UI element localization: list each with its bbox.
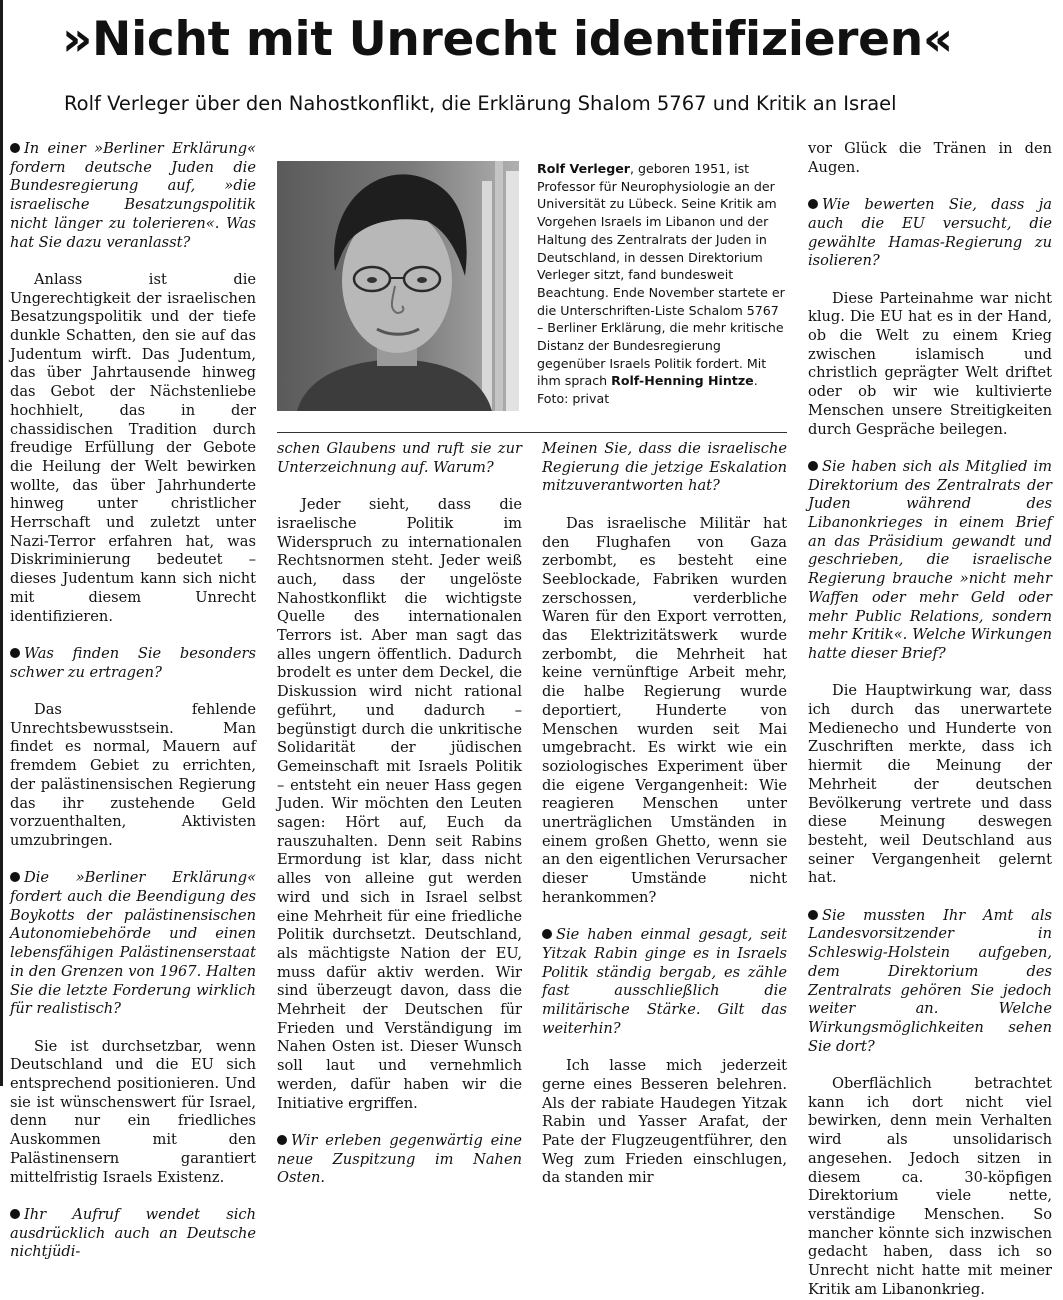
bullet-icon xyxy=(277,1135,287,1145)
caption-text: , geboren 1951, ist Professor für Neurophysiologie an der Universität zu Lübeck. Seine Kritik am Vorgehen Israels im Libanon und der Haltung des Zentralrats der Juden in Deutschland, in dessen Direktorium Verleger sitzt, fand bundesweit Beachtung. Ende November startete er die Unterschriften-Liste Schalom 5767 – Berliner Erklärung, die mehr kritische Distanz der Bundesregierung gegenüber Israels Politik fordert. Mit ihm sprach xyxy=(537,161,785,389)
question-4-continued: schen Glaubens und ruft sie zur Unterzeichnung auf. Warum? xyxy=(277,440,522,476)
question-5: Wir erleben gegenwärtig eine neue Zuspitzung im Nahen Osten. xyxy=(277,1131,522,1187)
question-8: Sie haben sich als Mitglied im Direktorium des Zentralrats der Juden während des Libanonkrieges in einem Brief an das Präsidium gewandt und geschrieben, die israelische Regierung brauche »nicht mehr Waffen oder mehr Geld oder mehr Public Relations, sondern mehr Kritik«. Welche Wirkungen hatte dieser Brief? xyxy=(808,457,1052,662)
question-4: Ihr Aufruf wendet sich ausdrücklich auch an Deutsche nichtjüdi- xyxy=(10,1205,256,1261)
caption-divider xyxy=(277,432,787,433)
column-4 xyxy=(808,140,1052,1298)
portrait-photo xyxy=(277,161,519,411)
answer-6-continued: vor Glück die Tränen in den Augen. xyxy=(808,140,1052,176)
bullet-icon xyxy=(10,1209,20,1219)
answer-5: Das israelische Militär hat den Flughafen von Gaza zerbombt, es besteht eine Seeblockade, Fabriken wurden zerschossen, verderbliche Waren für den Export verrotten, das Elektrizitätswerk wurde zerbombt, die Mehrheit hat keine vernünftige Arbeit mehr, die halbe Regierung wurde deportiert, Hunderte von Menschen wurden seit Mai umgebracht. Es wirkt wie ein soziologisches Experiment über die eigene Vergangenheit: Wie reagieren Menschen unter unerträglichen Umständen in einem großen Ghetto, wenn sie an den eigentlichen Verursacher dieser Umstände nicht herankommen? xyxy=(542,514,787,906)
bullet-icon xyxy=(10,648,20,658)
question-9: Sie mussten Ihr Amt als Landesvorsitzender in Schleswig-Holstein aufgeben, dem Direktorium des Zentralrats gehören Sie jedoch weiter an. Welche Wirkungsmöglichkeiten sehen Sie dort? xyxy=(808,906,1052,1055)
question-3: Die »Berliner Erklärung« fordert auch die Beendigung des Boykotts der palästinensischen Autonomiebehörde und einen lebensfähigen Palästinenserstaat in den Grenzen von 1967. Halten Sie die letzte Forderung wirklich für realistisch? xyxy=(10,869,256,1018)
bullet-icon xyxy=(808,910,818,920)
bullet-icon xyxy=(808,199,818,209)
photo-credit: Foto: privat xyxy=(537,391,610,407)
answer-3: Sie ist durchsetzbar, wenn Deutschland und die EU sich entsprechend positionieren. Und sie ist wünschenswert für Israel, denn nur ein friedliches Auskommen mit den Palästinensern garantiert mittelfristig Israels Existenz. xyxy=(10,1037,256,1186)
bullet-icon xyxy=(10,143,20,153)
bullet-icon xyxy=(542,929,552,939)
question-6: Sie haben einmal gesagt, seit Yitzak Rabin ginge es in Israels Politik ständig bergab, es zähle fast ausschließlich die militärische Stärke. Gilt das weiterhin? xyxy=(542,926,787,1037)
caption-interviewer: Rolf-Henning Hintze xyxy=(611,373,754,389)
question-7: Wie bewerten Sie, dass ja auch die EU versucht, die gewählte Hamas-Regierung zu isolieren? xyxy=(808,196,1052,270)
answer-7: Diese Parteinahme war nicht klug. Die EU hat es in der Hand, ob die Welt zu einem Krieg zwischen islamisch und christlich geprägter Welt driftet oder ob wir wie kultivierte Menschen unsere Streitigkeiten durch Gespräche beilegen. xyxy=(808,289,1052,438)
caption-name: Rolf Verleger xyxy=(537,161,630,176)
portrait-image xyxy=(277,161,519,411)
headline: »Nicht mit Unrecht identifizieren« xyxy=(62,12,953,67)
answer-4: Jeder sieht, dass die israelische Politik im Widerspruch zu internationalen Rechtsnormen steht. Jeder weiß auch, dass der ungelöste Nahostkonflikt die wichtigste Quelle des internationalen Terrors ist. Aber man sagt das alles ungern öffentlich. Dadurch brodelt es unter dem Deckel, die Diskussion wird nicht rational geführt, und dadurch – begünstigt durch die unkritische Solidarität der jüdischen Gemeinschaft mit Israels Politik – entsteht ein neuer Hass gegen Juden. Wir möchten den Leuten sagen: Hört auf, Euch da rauszuhalten. Denn seit Rabins Ermordung ist klar, dass nicht alles von alleine gut werden wird und sich in Israel selbst eine Mehrheit für eine friedliche Politik durchsetzt. Deutschland, als mächtigste Nation der EU, muss dafür aktiv werden. Wir sind überzeugt davon, dass die Mehrheit der Deutschen für Frieden und Verständigung im Nahen Osten ist. Dieser Wunsch soll laut und vernehmlich werden, dafür haben wir die Initiative ergriffen. xyxy=(277,496,522,1112)
column-3 xyxy=(542,440,787,1187)
bullet-icon xyxy=(808,461,818,471)
left-edge-bar xyxy=(0,0,3,1086)
column-1 xyxy=(10,140,256,1261)
answer-8: Die Hauptwirkung war, dass ich durch das unerwartete Medienecho und Hunderte von Zuschriften merkte, dass ich hiermit die Meinung der Mehrheit der deutschen Bevölkerung vertrete und dass diese Meinung deswegen besteht, weil Deutschland aus seiner Vergangenheit gelernt hat. xyxy=(808,682,1052,887)
photo-caption: Rolf Verleger, geboren 1951, ist Professor für Neurophysiologie an der Universität zu Lübeck. Seine Kritik am Vorgehen Israels im Libanon und der Haltung des Zentralrats der Juden in Deutschland, in dessen Direktorium Verleger sitzt, fand bundesweit Beachtung. Ende November startete er die Unterschriften-Liste Schalom 5767 – Berliner Erklärung, die mehr kritische Distanz der Bundesregierung gegenüber Israels Politik fordert. Mit ihm sprach Rolf-Henning Hintze. Foto: privat xyxy=(537,161,785,407)
question-2: Was finden Sie besonders schwer zu ertragen? xyxy=(10,644,256,681)
answer-1: Anlass ist die Ungerechtigkeit der israelischen Besatzungspolitik und der tiefe dunkle Schatten, den sie auf das Judentum wirft. Das Judentum, das über Jahrtausende hinweg das Gebot der Nächstenliebe hochhielt, das in der chassidischen Tradition durch freudige Erfüllung der Gebote die Heilung der Welt bewirken wollte, das über Jahrhunderte hinweg unter christlicher Herrschaft und zuletzt unter Nazi-Terror erfahren hat, was Diskriminierung bedeutet – dieses Judentum kann sich nicht mit diesem Unrecht identifizieren. xyxy=(10,270,256,625)
question-1: In einer »Berliner Erklärung« fordern deutsche Juden die Bundesregierung auf, »die israelische Besatzungspolitik nicht länger zu tolerieren«. Was hat Sie dazu veranlasst? xyxy=(10,140,256,251)
question-5-continued: Meinen Sie, dass die israelische Regierung die jetzige Eskalation mitzuverantworten hat? xyxy=(542,440,787,495)
answer-6: Ich lasse mich jederzeit gerne eines Besseren belehren. Als der rabiate Haudegen Yitzak Rabin und Yasser Arafat, der Pate der Flugzeugentführer, den Weg zum Frieden einschlugen, da standen mir xyxy=(542,1057,787,1187)
answer-9: Oberflächlich betrachtet kann ich dort nicht viel bewirken, denn mein Verhalten wird als unsolidarisch angesehen. Jedoch sitzen in diesem ca. 30-köpfigen Direktorium viele nette, verständige Menschen. So mancher könnte sich inzwischen gedacht haben, dass ich so Unrecht nicht hatte mit meiner Kritik am Libanonkrieg. xyxy=(808,1075,1052,1298)
subheadline: Rolf Verleger über den Nahostkonflikt, die Erklärung Shalom 5767 und Kritik an Israel xyxy=(64,92,897,115)
answer-2: Das fehlende Unrechtsbewusstsein. Man findet es normal, Mauern auf fremdem Gebiet zu errichten, der palästinensischen Regierung das ihr zustehende Geld vorzuenthalten, Aktivisten umzubringen. xyxy=(10,701,256,849)
column-2 xyxy=(277,440,522,1187)
bullet-icon xyxy=(10,872,20,882)
